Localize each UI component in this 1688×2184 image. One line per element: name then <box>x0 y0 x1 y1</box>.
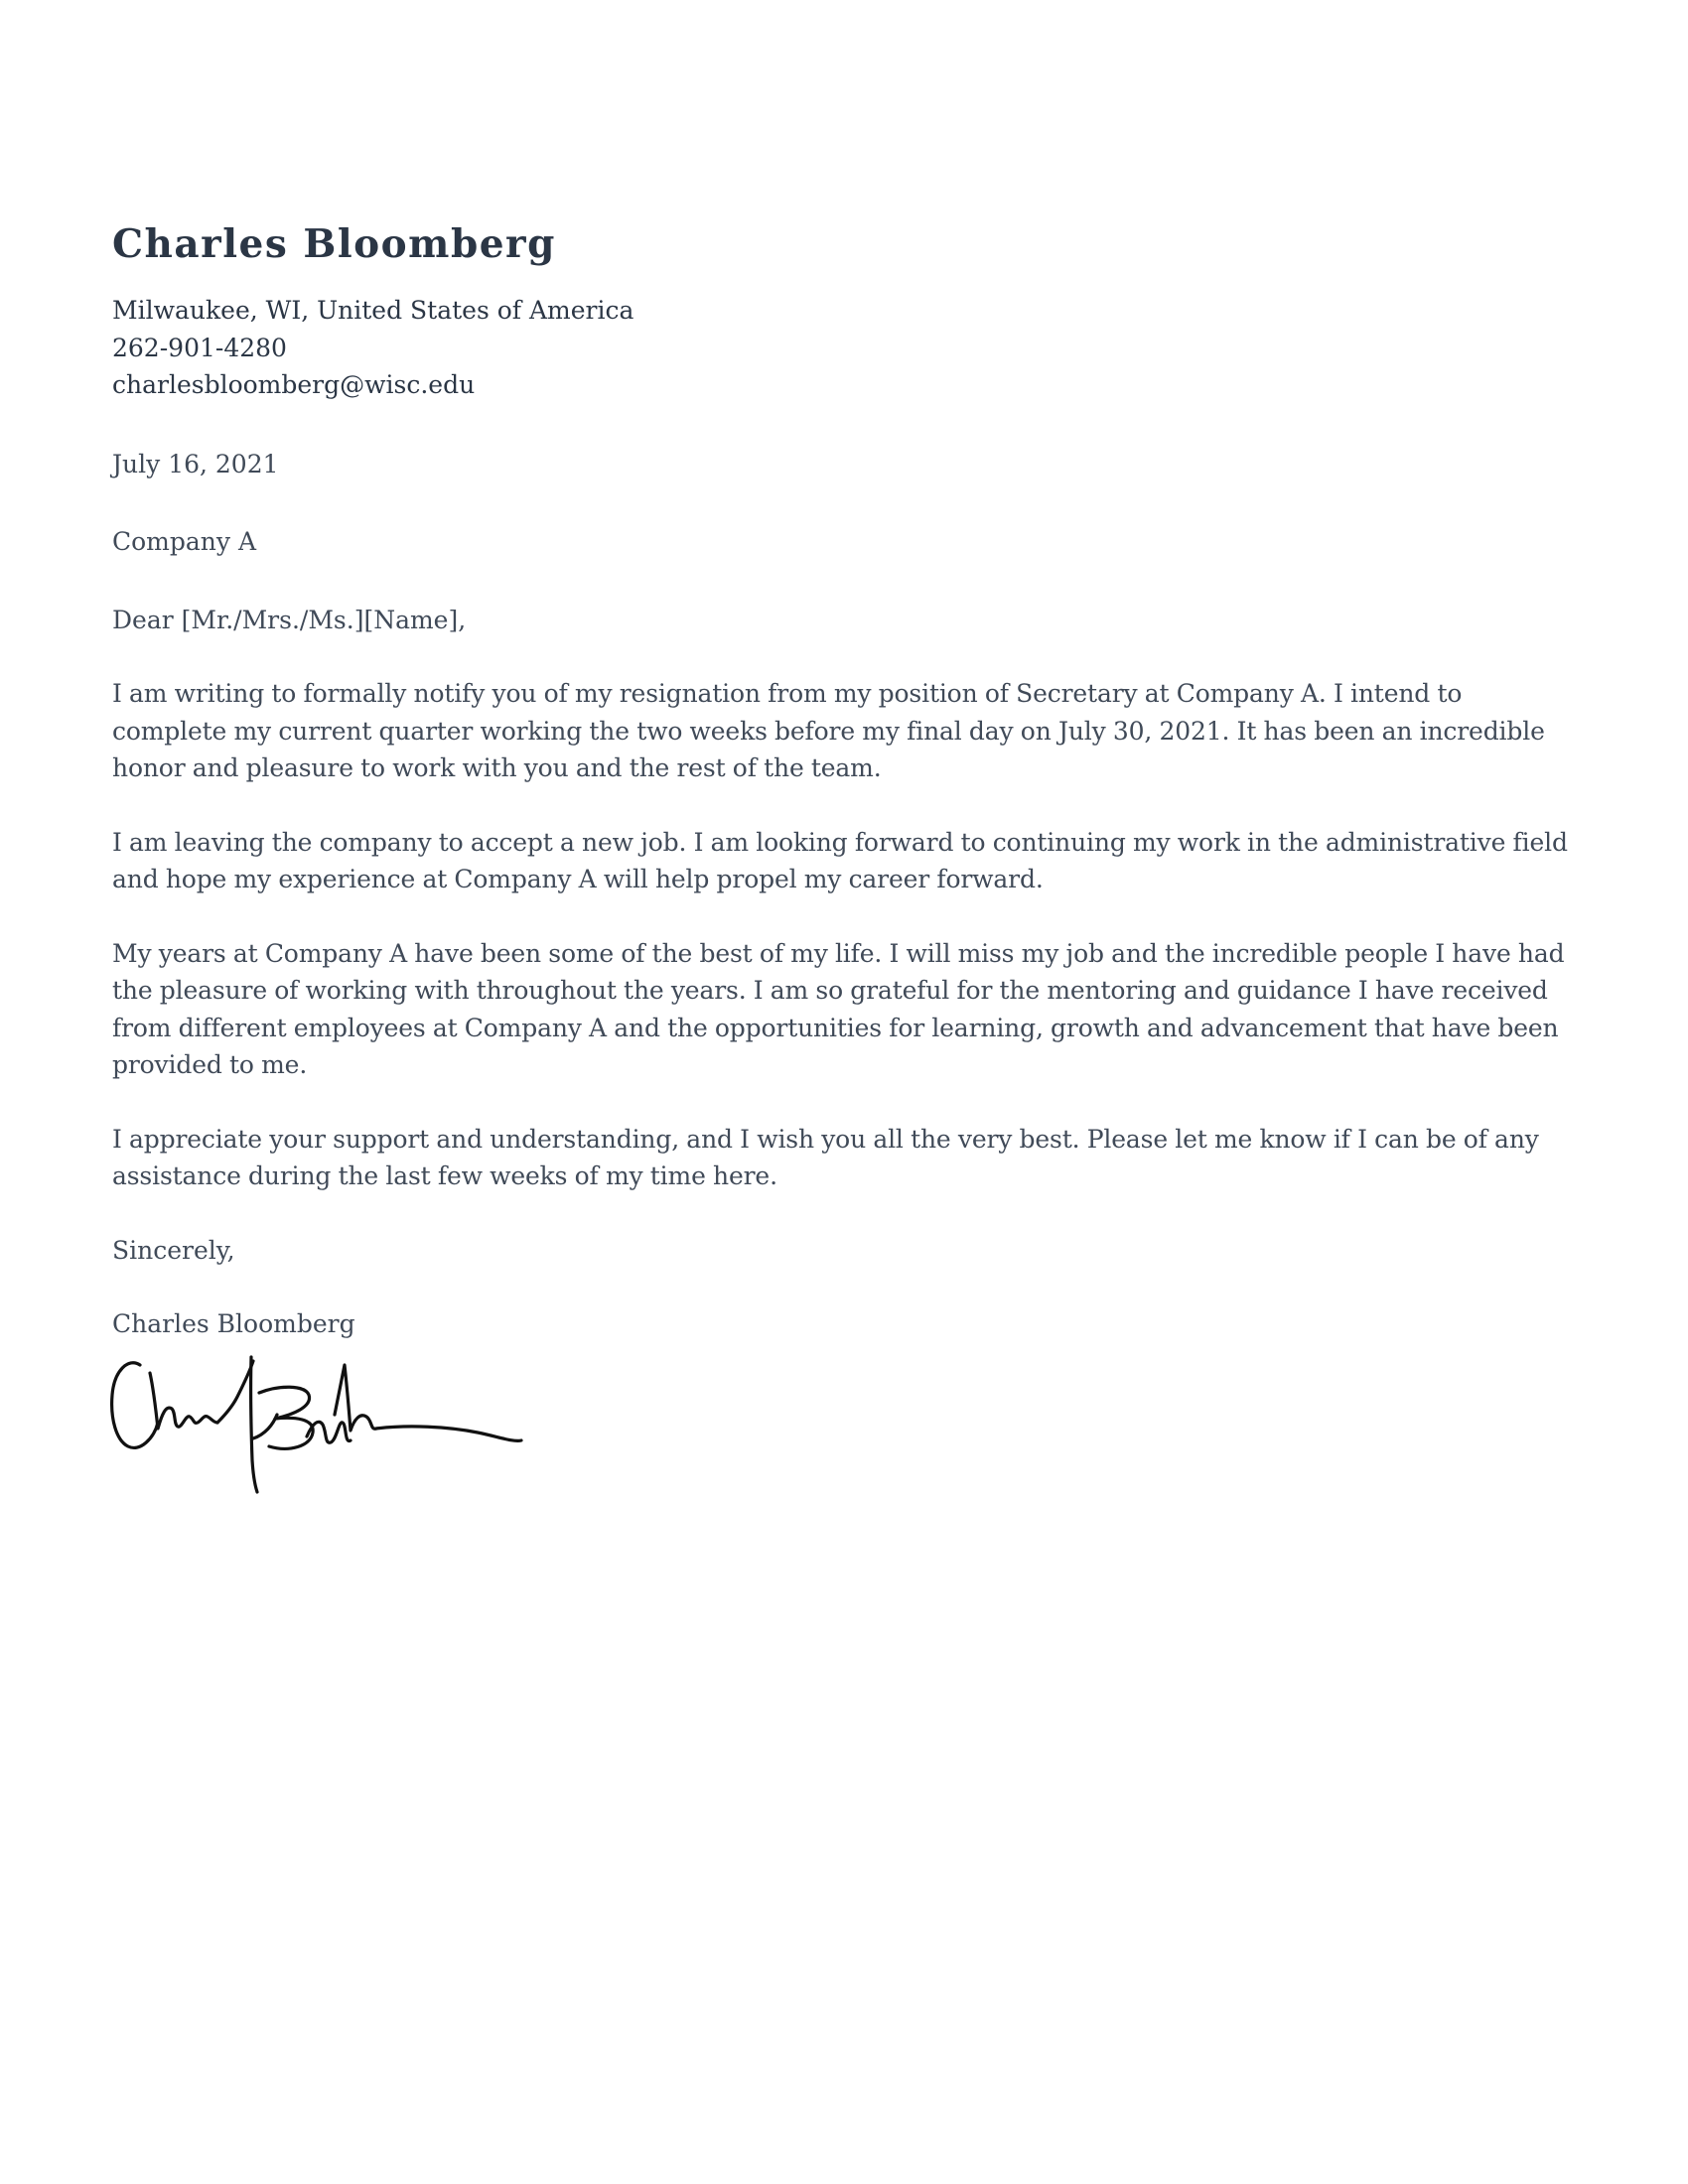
signature-name: Charles Bloomberg <box>112 1309 355 1338</box>
letter <box>112 216 1582 1502</box>
paragraph-3: My years at Company A have been some of the best of my life. I will miss my job and the incredible people I have had the pleasure of working with throughout the years. I am so grateful for the mentoring and guidance I have received from different employees at Company A and the opportunities for learning, growth and advancement that have been provided to me. <box>112 938 1565 1079</box>
paragraph-1: I am writing to formally notify you of my resignation from my position of Secretary at Company A. I intend to complete my current quarter working the two weeks before my final day on July 30, 2021. It has been an incredible honor and pleasure to work with you and the rest of the team. <box>112 679 1545 782</box>
sender-email: charlesbloomberg@wisc.edu <box>112 370 476 399</box>
closing: Sincerely, <box>112 1235 235 1265</box>
recipient: Company A <box>112 527 257 556</box>
handwritten-signature-icon <box>110 1353 527 1502</box>
sender-name: Charles Bloomberg <box>112 221 556 267</box>
paragraph-2: I am leaving the company to accept a new job. I am looking forward to continuing my work in the administrative field and hope my experience at Company A will help propel my career forward. <box>112 827 1568 893</box>
letter-date: July 16, 2021 <box>112 449 279 478</box>
sender-phone: 262-901-4280 <box>112 333 287 362</box>
paragraph-4: I appreciate your support and understanding, and I wish you all the very best. Please let me know if I can be of any assistance during the last few weeks of my time here. <box>112 1124 1539 1190</box>
salutation: Dear [Mr./Mrs./Ms.][Name], <box>112 605 467 634</box>
sender-location: Milwaukee, WI, United States of America <box>112 296 634 325</box>
